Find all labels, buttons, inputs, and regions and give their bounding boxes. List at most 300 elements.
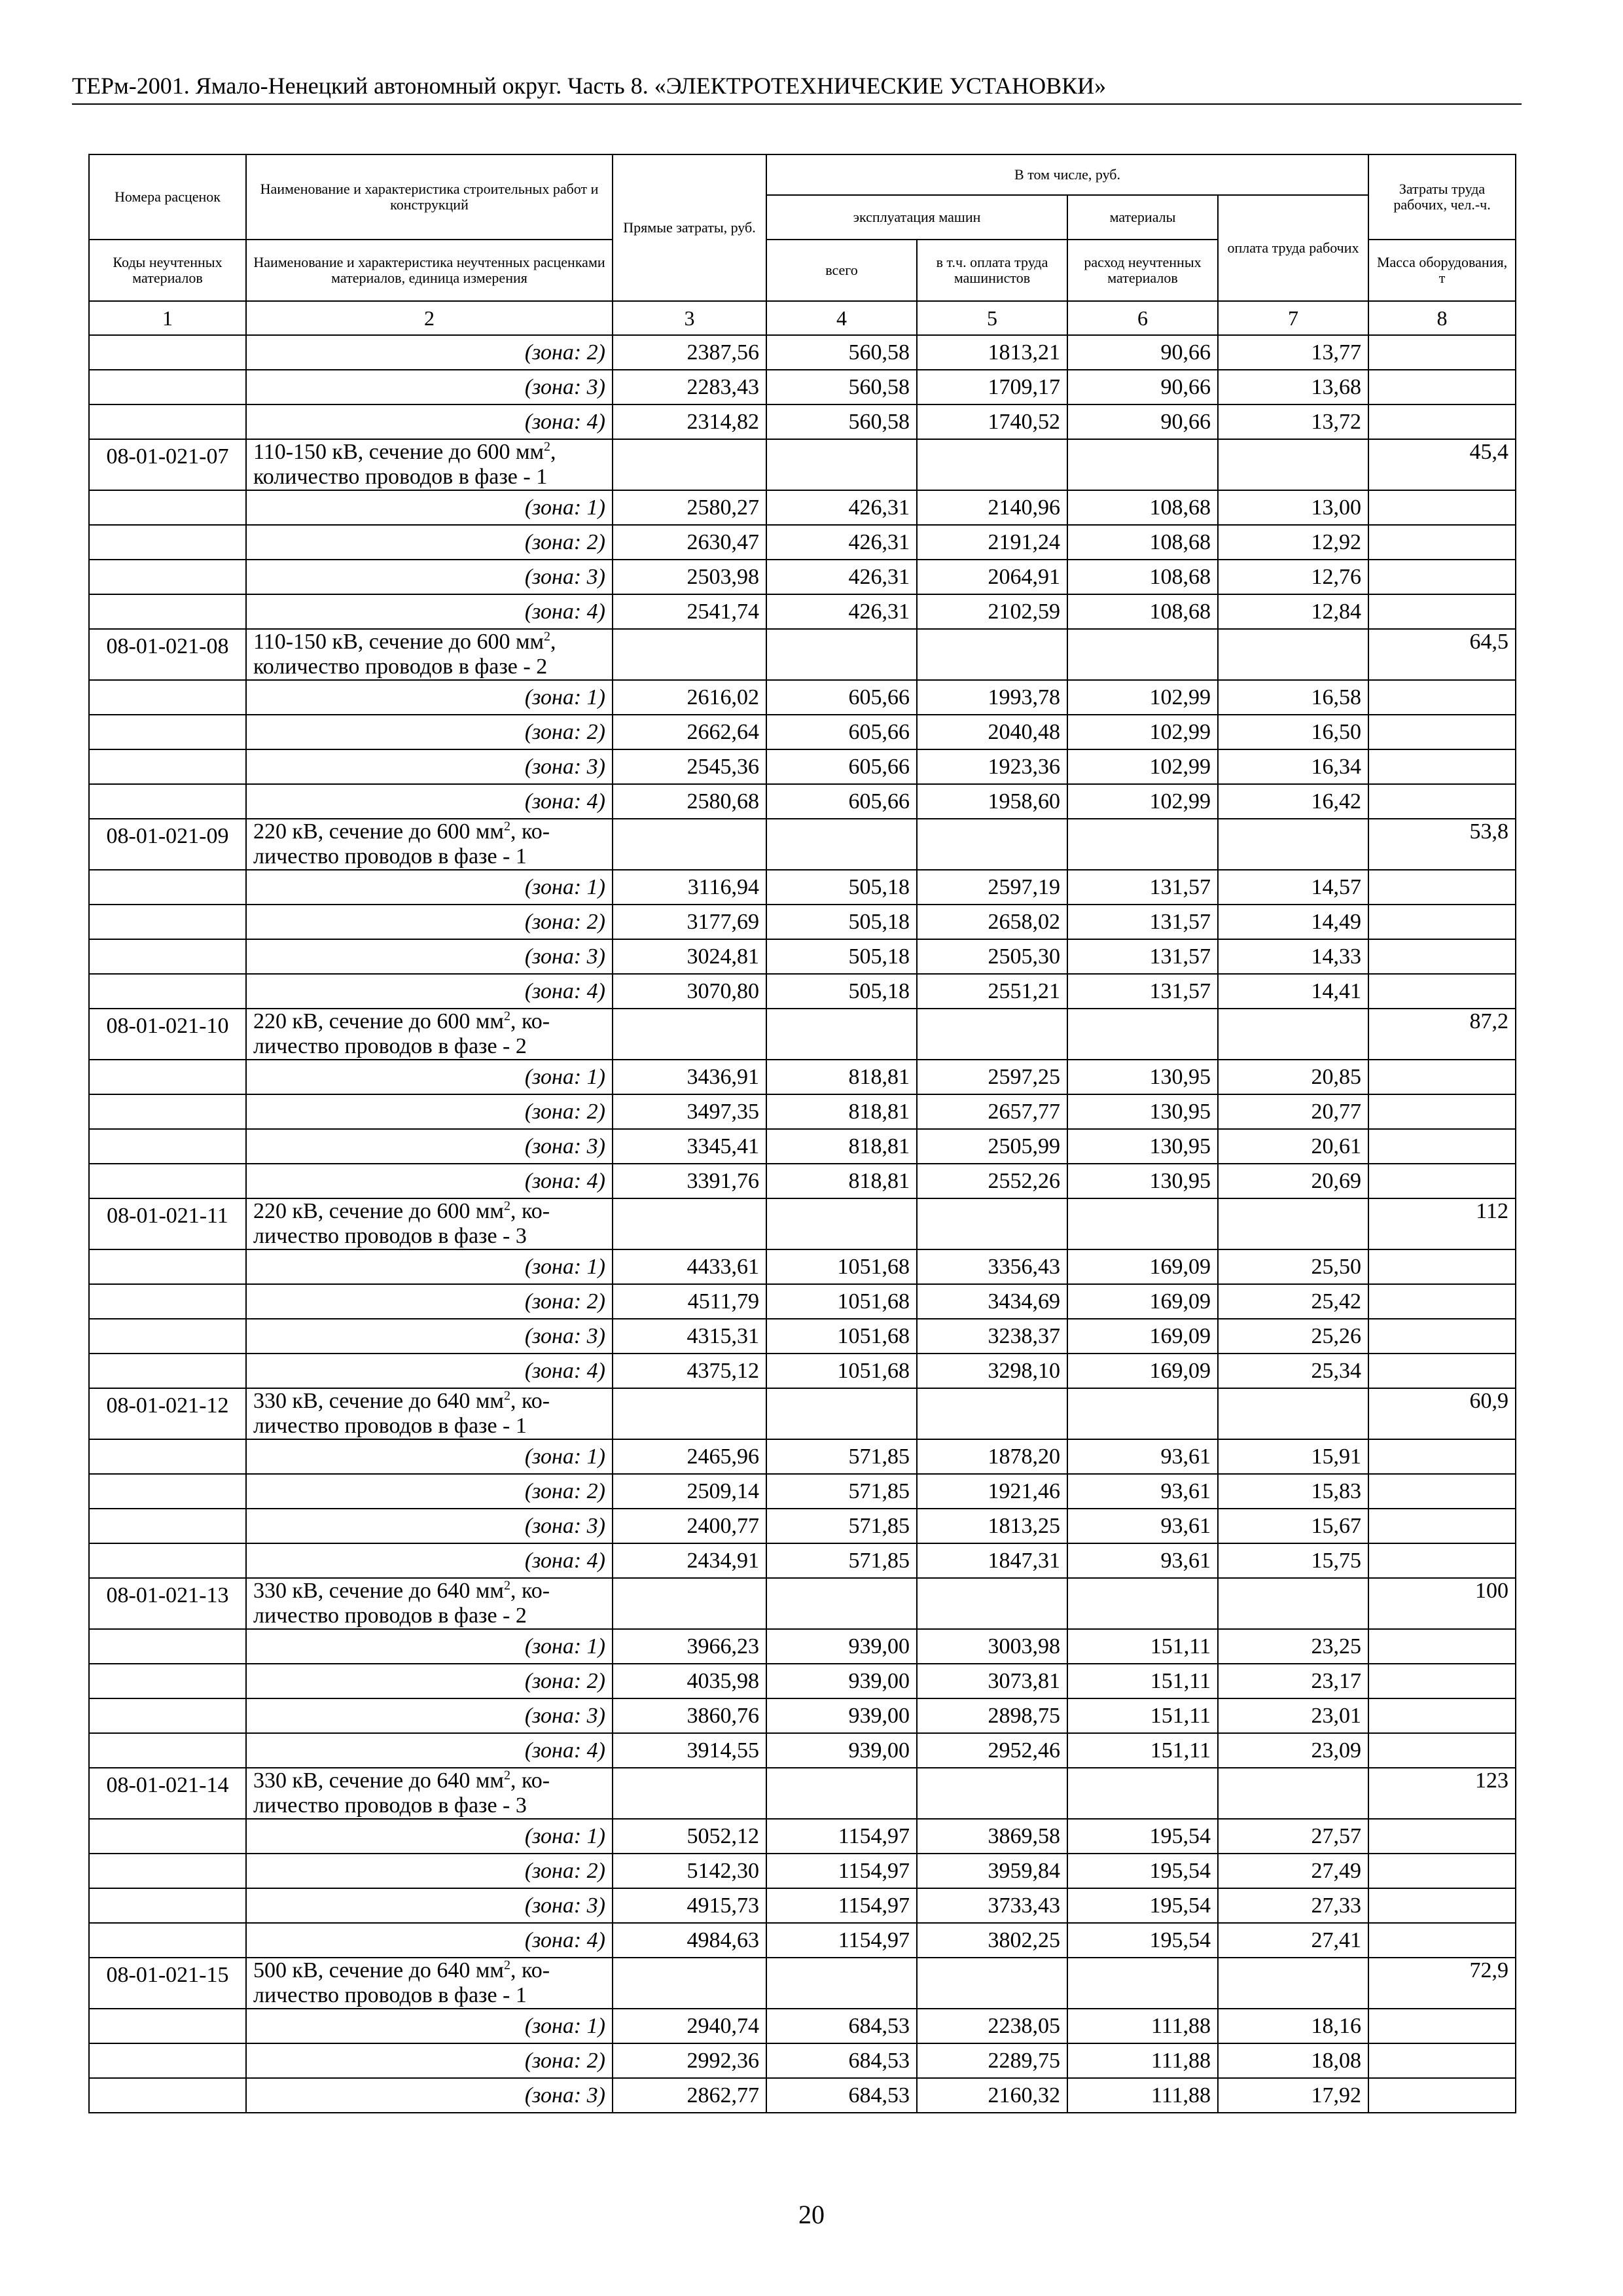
rate-code: 08-01-021-09 [89, 819, 246, 870]
table-row-zone [89, 1094, 1516, 1129]
machinist-pay-value: 111,88 [1067, 2078, 1218, 2113]
direct-costs-value: 2662,64 [613, 715, 766, 749]
rate-code: 08-01-021-12 [89, 1388, 246, 1439]
description-part: личество проводов в фазе - 3 [253, 1224, 527, 1248]
col-worker-pay: оплата труда рабочих [1218, 195, 1368, 301]
empty-cell [89, 490, 246, 525]
empty-cell [89, 1354, 246, 1388]
table-row-zone [89, 939, 1516, 974]
empty-cell [1067, 1198, 1218, 1249]
table-row-zone [89, 784, 1516, 819]
worker-pay-value: 605,66 [766, 749, 917, 784]
description-part: , [550, 440, 556, 464]
machine-total-value: 2160,32 [917, 2078, 1067, 2113]
direct-costs-value: 4511,79 [613, 1284, 766, 1319]
superscript: 2 [544, 439, 551, 454]
empty-cell [89, 749, 246, 784]
table-row-rate [89, 629, 1516, 680]
equipment-mass: 100 [1368, 1578, 1516, 1629]
labor-costs-value: 16,50 [1218, 715, 1368, 749]
empty-cell [1218, 1578, 1368, 1629]
table-row-zone [89, 1629, 1516, 1664]
direct-costs-value: 3345,41 [613, 1129, 766, 1164]
empty-cell [89, 870, 246, 905]
empty-cell [1368, 905, 1516, 939]
empty-cell [89, 1164, 246, 1198]
machinist-pay-value: 131,57 [1067, 974, 1218, 1009]
table-row-rate [89, 1009, 1516, 1060]
table-row-zone [89, 594, 1516, 629]
table-row-zone [89, 905, 1516, 939]
col-num-6: 6 [1067, 301, 1218, 335]
zone-label: (зона: 4) [246, 974, 613, 1009]
direct-costs-value: 2509,14 [613, 1474, 766, 1509]
machine-total-value: 3356,43 [917, 1249, 1067, 1284]
empty-cell [1368, 939, 1516, 974]
table-row-zone [89, 335, 1516, 370]
empty-cell [89, 939, 246, 974]
zone-label: (зона: 1) [246, 1060, 613, 1094]
zone-label: (зона: 3) [246, 2078, 613, 2113]
col-num-2: 2 [246, 301, 613, 335]
table-row-zone [89, 2043, 1516, 2078]
empty-cell [89, 1439, 246, 1474]
direct-costs-value: 3860,76 [613, 1698, 766, 1733]
empty-cell [89, 335, 246, 370]
machine-total-value: 3298,10 [917, 1354, 1067, 1388]
empty-cell [1067, 1009, 1218, 1060]
direct-costs-value: 2387,56 [613, 335, 766, 370]
worker-pay-value: 1051,68 [766, 1319, 917, 1354]
zone-label: (зона: 2) [246, 1474, 613, 1509]
empty-cell [89, 594, 246, 629]
description-part: 330 кВ, сечение до 640 мм [253, 1768, 504, 1793]
zone-label: (зона: 1) [246, 1249, 613, 1284]
machinist-pay-value: 108,68 [1067, 594, 1218, 629]
description-part: 330 кВ, сечение до 640 мм [253, 1579, 504, 1603]
empty-cell [89, 1664, 246, 1698]
direct-costs-value: 5052,12 [613, 1819, 766, 1854]
machine-total-value: 2140,96 [917, 490, 1067, 525]
worker-pay-value: 818,81 [766, 1164, 917, 1198]
machinist-pay-value: 90,66 [1067, 370, 1218, 404]
equipment-mass: 64,5 [1368, 629, 1516, 680]
labor-costs-value: 27,49 [1218, 1854, 1368, 1888]
worker-pay-value: 571,85 [766, 1474, 917, 1509]
table-row-zone [89, 1164, 1516, 1198]
machine-total-value: 3959,84 [917, 1854, 1067, 1888]
zone-label: (зона: 1) [246, 870, 613, 905]
machinist-pay-value: 90,66 [1067, 404, 1218, 439]
superscript: 2 [503, 1009, 510, 1024]
superscript: 2 [503, 1768, 510, 1783]
machinist-pay-value: 151,11 [1067, 1698, 1218, 1733]
empty-cell [1368, 1543, 1516, 1578]
table-row-zone [89, 2078, 1516, 2113]
description-part: личество проводов в фазе - 1 [253, 1414, 527, 1438]
rate-code: 08-01-021-14 [89, 1768, 246, 1819]
page-number: 20 [798, 2200, 825, 2229]
rate-description [246, 1768, 613, 1819]
description-part: 330 кВ, сечение до 640 мм [253, 1389, 504, 1413]
machine-total-value: 2952,46 [917, 1733, 1067, 1768]
empty-cell [1368, 784, 1516, 819]
empty-cell [1067, 1578, 1218, 1629]
machinist-pay-value: 195,54 [1067, 1888, 1218, 1923]
empty-cell [1368, 594, 1516, 629]
machinist-pay-value: 195,54 [1067, 1819, 1218, 1854]
labor-costs-value: 25,50 [1218, 1249, 1368, 1284]
description-part: , ко- [510, 1958, 550, 1982]
empty-cell [766, 439, 917, 490]
empty-cell [89, 2078, 246, 2113]
zone-label: (зона: 4) [246, 1543, 613, 1578]
empty-cell [89, 680, 246, 715]
description-part: 220 кВ, сечение до 600 мм [253, 1199, 504, 1223]
machinist-pay-value: 169,09 [1067, 1249, 1218, 1284]
empty-cell [89, 1698, 246, 1733]
table-row-zone [89, 1060, 1516, 1094]
table-row-rate [89, 1958, 1516, 2009]
table-row-rate [89, 1388, 1516, 1439]
empty-cell [1368, 1629, 1516, 1664]
table-row-zone [89, 1249, 1516, 1284]
empty-cell [1067, 1388, 1218, 1439]
empty-cell [917, 439, 1067, 490]
empty-cell [89, 1060, 246, 1094]
machine-total-value: 1740,52 [917, 404, 1067, 439]
table-row-zone [89, 490, 1516, 525]
empty-cell [766, 819, 917, 870]
direct-costs-value: 2630,47 [613, 525, 766, 560]
description-part: личество проводов в фазе - 2 [253, 1034, 527, 1058]
empty-cell [1368, 1319, 1516, 1354]
worker-pay-value: 1154,97 [766, 1923, 917, 1958]
worker-pay-value: 684,53 [766, 2043, 917, 2078]
machinist-pay-value: 108,68 [1067, 525, 1218, 560]
machinist-pay-value: 102,99 [1067, 715, 1218, 749]
superscript: 2 [503, 1578, 510, 1593]
empty-cell [766, 629, 917, 680]
machinist-pay-value: 151,11 [1067, 1733, 1218, 1768]
empty-cell [1368, 1819, 1516, 1854]
direct-costs-value: 2545,36 [613, 749, 766, 784]
zone-label: (зона: 3) [246, 560, 613, 594]
machine-total-value: 3238,37 [917, 1319, 1067, 1354]
empty-cell [613, 1768, 766, 1819]
empty-cell [1368, 1249, 1516, 1284]
table-row-zone [89, 1733, 1516, 1768]
machinist-pay-value: 130,95 [1067, 1060, 1218, 1094]
machinist-pay-value: 195,54 [1067, 1923, 1218, 1958]
machinist-pay-value: 93,61 [1067, 1509, 1218, 1543]
rate-description [246, 629, 613, 680]
machine-total-value: 3434,69 [917, 1284, 1067, 1319]
direct-costs-value: 4035,98 [613, 1664, 766, 1698]
empty-cell [89, 715, 246, 749]
col-num-1: 1 [89, 301, 246, 335]
zone-label: (зона: 2) [246, 1854, 613, 1888]
worker-pay-value: 605,66 [766, 784, 917, 819]
machine-total-value: 2552,26 [917, 1164, 1067, 1198]
zone-label: (зона: 2) [246, 525, 613, 560]
direct-costs-value: 2314,82 [613, 404, 766, 439]
labor-costs-value: 13,72 [1218, 404, 1368, 439]
empty-cell [1368, 870, 1516, 905]
labor-costs-value: 17,92 [1218, 2078, 1368, 2113]
table-row-rate [89, 819, 1516, 870]
empty-cell [89, 1319, 246, 1354]
machine-total-value: 3733,43 [917, 1888, 1067, 1923]
col-unaccounted-names: Наименование и характеристика неучтенных расценками материалов, единица измерения [246, 240, 613, 301]
rate-description [246, 1958, 613, 2009]
table-row-zone [89, 1319, 1516, 1354]
table-row-zone [89, 370, 1516, 404]
table-row-zone [89, 1129, 1516, 1164]
equipment-mass: 53,8 [1368, 819, 1516, 870]
zone-label: (зона: 3) [246, 370, 613, 404]
labor-costs-value: 23,09 [1218, 1733, 1368, 1768]
worker-pay-value: 571,85 [766, 1439, 917, 1474]
empty-cell [1368, 560, 1516, 594]
direct-costs-value: 2541,74 [613, 594, 766, 629]
labor-costs-value: 16,58 [1218, 680, 1368, 715]
table-row-zone [89, 525, 1516, 560]
worker-pay-value: 426,31 [766, 525, 917, 560]
zone-label: (зона: 1) [246, 680, 613, 715]
empty-cell [89, 1923, 246, 1958]
direct-costs-value: 4375,12 [613, 1354, 766, 1388]
col-num-7: 7 [1218, 301, 1368, 335]
equipment-mass: 123 [1368, 1768, 1516, 1819]
col-unaccounted-consumption: расход неучтенных материалов [1067, 240, 1218, 301]
rate-description [246, 1578, 613, 1629]
worker-pay-value: 426,31 [766, 594, 917, 629]
empty-cell [613, 1958, 766, 2009]
machine-total-value: 2597,19 [917, 870, 1067, 905]
empty-cell [1368, 404, 1516, 439]
zone-label: (зона: 3) [246, 939, 613, 974]
worker-pay-value: 560,58 [766, 370, 917, 404]
table-row-zone [89, 680, 1516, 715]
description-part: , ко- [510, 1389, 550, 1413]
labor-costs-value: 27,41 [1218, 1923, 1368, 1958]
direct-costs-value: 2616,02 [613, 680, 766, 715]
rate-code: 08-01-021-07 [89, 439, 246, 490]
zone-label: (зона: 1) [246, 2009, 613, 2043]
empty-cell [917, 1768, 1067, 1819]
worker-pay-value: 1154,97 [766, 1854, 917, 1888]
direct-costs-value: 3391,76 [613, 1164, 766, 1198]
col-work-name: Наименование и характеристика строительных работ и конструкций [246, 154, 613, 240]
direct-costs-value: 2580,27 [613, 490, 766, 525]
empty-cell [89, 2043, 246, 2078]
empty-cell [89, 370, 246, 404]
machinist-pay-value: 102,99 [1067, 749, 1218, 784]
worker-pay-value: 1051,68 [766, 1284, 917, 1319]
description-part: , [550, 630, 556, 654]
description-part: 220 кВ, сечение до 600 мм [253, 1009, 504, 1033]
direct-costs-value: 2940,74 [613, 2009, 766, 2043]
direct-costs-value: 4315,31 [613, 1319, 766, 1354]
labor-costs-value: 12,76 [1218, 560, 1368, 594]
empty-cell [89, 525, 246, 560]
rate-description [246, 439, 613, 490]
empty-cell [1368, 335, 1516, 370]
empty-cell [1368, 680, 1516, 715]
direct-costs-value: 2580,68 [613, 784, 766, 819]
rate-code: 08-01-021-08 [89, 629, 246, 680]
empty-cell [89, 1509, 246, 1543]
labor-costs-value: 20,61 [1218, 1129, 1368, 1164]
empty-cell [766, 1009, 917, 1060]
worker-pay-value: 1154,97 [766, 1819, 917, 1854]
table-row-zone [89, 1664, 1516, 1698]
description-part: личество проводов в фазе - 3 [253, 1793, 527, 1818]
machine-total-value: 2658,02 [917, 905, 1067, 939]
description-part: количество проводов в фазе - 1 [253, 465, 548, 489]
empty-cell [1368, 1060, 1516, 1094]
labor-costs-value: 15,67 [1218, 1509, 1368, 1543]
rate-code: 08-01-021-15 [89, 1958, 246, 2009]
labor-costs-value: 15,91 [1218, 1439, 1368, 1474]
zone-label: (зона: 2) [246, 1284, 613, 1319]
table-row-zone [89, 1854, 1516, 1888]
worker-pay-value: 939,00 [766, 1664, 917, 1698]
zone-label: (зона: 2) [246, 2043, 613, 2078]
machine-total-value: 2102,59 [917, 594, 1067, 629]
empty-cell [89, 1094, 246, 1129]
labor-costs-value: 12,84 [1218, 594, 1368, 629]
zone-label: (зона: 2) [246, 1094, 613, 1129]
machine-total-value: 2505,30 [917, 939, 1067, 974]
empty-cell [1218, 819, 1368, 870]
table-row-zone [89, 870, 1516, 905]
machinist-pay-value: 195,54 [1067, 1854, 1218, 1888]
labor-costs-value: 15,83 [1218, 1474, 1368, 1509]
rate-description [246, 1388, 613, 1439]
machinist-pay-value: 151,11 [1067, 1629, 1218, 1664]
labor-costs-value: 15,75 [1218, 1543, 1368, 1578]
empty-cell [89, 784, 246, 819]
machinist-pay-value: 108,68 [1067, 490, 1218, 525]
zone-label: (зона: 1) [246, 490, 613, 525]
worker-pay-value: 939,00 [766, 1629, 917, 1664]
rate-code: 08-01-021-10 [89, 1009, 246, 1060]
empty-cell [1368, 1094, 1516, 1129]
description-part: 500 кВ, сечение до 640 мм [253, 1958, 504, 1982]
description-part: личество проводов в фазе - 2 [253, 1604, 527, 1628]
empty-cell [1368, 1509, 1516, 1543]
labor-costs-value: 20,85 [1218, 1060, 1368, 1094]
direct-costs-value: 4915,73 [613, 1888, 766, 1923]
machinist-pay-value: 90,66 [1067, 335, 1218, 370]
machine-total-value: 2289,75 [917, 2043, 1067, 2078]
col-direct-costs: Прямые затраты, руб. [613, 154, 766, 301]
rate-description [246, 819, 613, 870]
direct-costs-value: 2283,43 [613, 370, 766, 404]
empty-cell [917, 1958, 1067, 2009]
machinist-pay-value: 131,57 [1067, 870, 1218, 905]
zone-label: (зона: 1) [246, 1439, 613, 1474]
equipment-mass: 87,2 [1368, 1009, 1516, 1060]
zone-label: (зона: 2) [246, 715, 613, 749]
empty-cell [1368, 1354, 1516, 1388]
zone-label: (зона: 4) [246, 594, 613, 629]
labor-costs-value: 25,26 [1218, 1319, 1368, 1354]
labor-costs-value: 23,17 [1218, 1664, 1368, 1698]
worker-pay-value: 426,31 [766, 560, 917, 594]
empty-cell [1218, 439, 1368, 490]
zone-label: (зона: 3) [246, 1509, 613, 1543]
machine-total-value: 1709,17 [917, 370, 1067, 404]
table-row-zone [89, 1888, 1516, 1923]
machine-total-value: 3003,98 [917, 1629, 1067, 1664]
machine-total-value: 2505,99 [917, 1129, 1067, 1164]
worker-pay-value: 818,81 [766, 1129, 917, 1164]
zone-label: (зона: 4) [246, 1923, 613, 1958]
table-row-zone [89, 1698, 1516, 1733]
empty-cell [89, 1888, 246, 1923]
labor-costs-value: 13,68 [1218, 370, 1368, 404]
table-row-zone [89, 1543, 1516, 1578]
worker-pay-value: 818,81 [766, 1094, 917, 1129]
machine-total-value: 2238,05 [917, 2009, 1067, 2043]
direct-costs-value: 2465,96 [613, 1439, 766, 1474]
column-numbers-row [89, 301, 1516, 335]
page-header: ТЕРм-2001. Ямало-Ненецкий автономный округ. Часть 8. «ЭЛЕКТРОТЕХНИЧЕСКИЕ УСТАНОВКИ» [72, 72, 1522, 105]
zone-label: (зона: 4) [246, 1164, 613, 1198]
direct-costs-value: 3024,81 [613, 939, 766, 974]
empty-cell [1368, 749, 1516, 784]
machinist-pay-value: 130,95 [1067, 1129, 1218, 1164]
empty-cell [1368, 2043, 1516, 2078]
worker-pay-value: 1154,97 [766, 1888, 917, 1923]
machinist-pay-value: 130,95 [1067, 1164, 1218, 1198]
labor-costs-value: 27,57 [1218, 1819, 1368, 1854]
empty-cell [1368, 2078, 1516, 2113]
superscript: 2 [503, 1388, 510, 1403]
machine-total-value: 1878,20 [917, 1439, 1067, 1474]
empty-cell [766, 1958, 917, 2009]
rate-description [246, 1198, 613, 1249]
worker-pay-value: 571,85 [766, 1509, 917, 1543]
empty-cell [1218, 629, 1368, 680]
zone-label: (зона: 1) [246, 1819, 613, 1854]
empty-cell [613, 1578, 766, 1629]
empty-cell [613, 1388, 766, 1439]
description-part: , ко- [510, 1768, 550, 1793]
empty-cell [1368, 715, 1516, 749]
empty-cell [613, 1009, 766, 1060]
empty-cell [1368, 1474, 1516, 1509]
empty-cell [1067, 439, 1218, 490]
machinist-pay-value: 169,09 [1067, 1354, 1218, 1388]
rate-code: 08-01-021-11 [89, 1198, 246, 1249]
empty-cell [89, 905, 246, 939]
col-unaccounted-codes: Коды неучтенных материалов [89, 240, 246, 301]
empty-cell [89, 1249, 246, 1284]
machinist-pay-value: 169,09 [1067, 1284, 1218, 1319]
worker-pay-value: 939,00 [766, 1733, 917, 1768]
col-num-8: 8 [1368, 301, 1516, 335]
labor-costs-value: 20,69 [1218, 1164, 1368, 1198]
labor-costs-value: 25,34 [1218, 1354, 1368, 1388]
zone-label: (зона: 4) [246, 1354, 613, 1388]
table-row-zone [89, 560, 1516, 594]
worker-pay-value: 571,85 [766, 1543, 917, 1578]
equipment-mass: 112 [1368, 1198, 1516, 1249]
